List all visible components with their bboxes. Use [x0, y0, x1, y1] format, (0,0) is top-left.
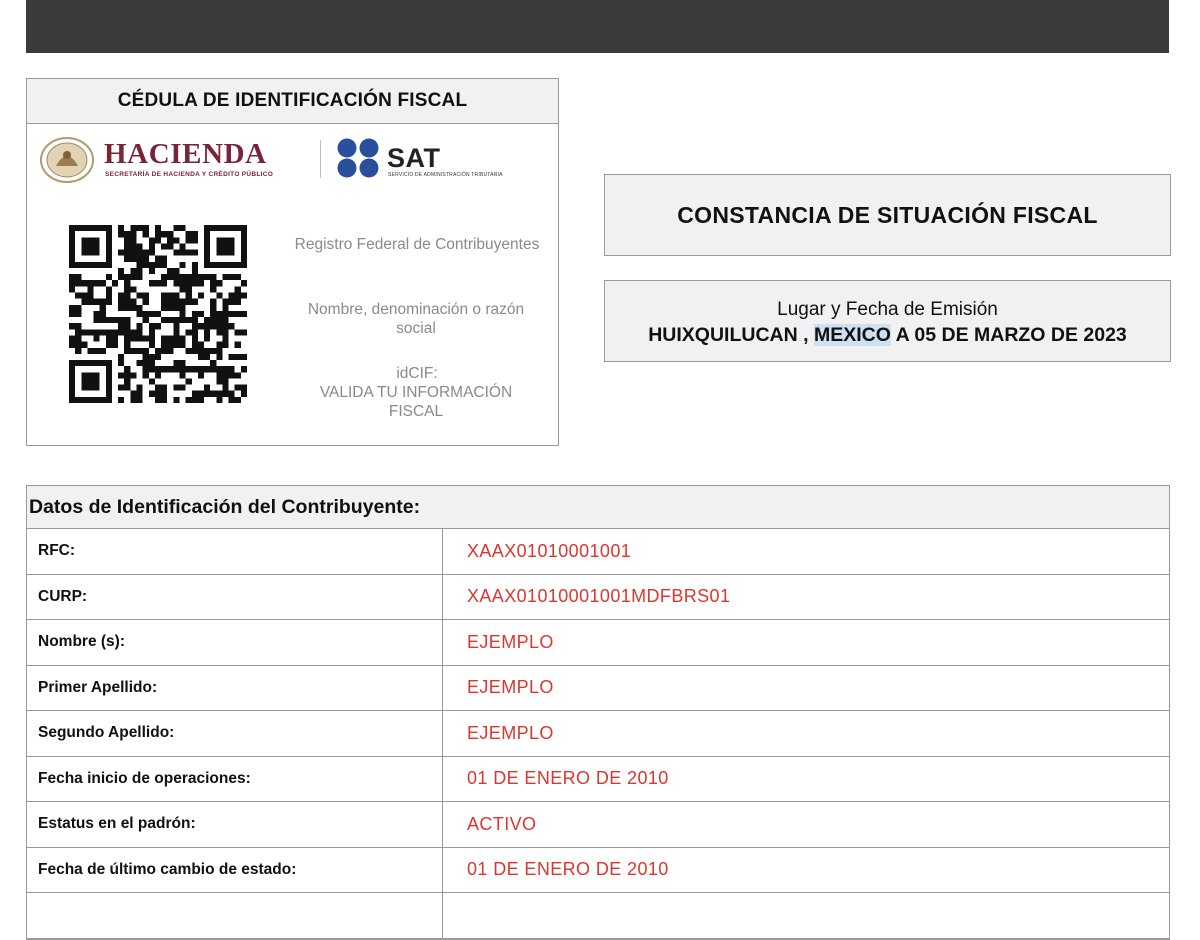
sat-logo-icon — [336, 138, 382, 178]
row-label: Fecha de último cambio de estado: — [27, 848, 443, 893]
emision-city: HUIXQUILUCAN — [648, 324, 798, 346]
emision-state[interactable]: MEXICO — [813, 324, 891, 346]
nombre-caption: Nombre, denominación o razón social — [307, 301, 525, 337]
row-value: XAAX01010001001MDFBRS01 — [467, 586, 731, 607]
row-label: Segundo Apellido: — [27, 711, 443, 756]
row-label: Fecha inicio de operaciones: — [27, 757, 443, 802]
mexico-seal-icon — [39, 136, 95, 184]
row-value: 01 DE ENERO DE 2010 — [467, 768, 669, 789]
table-row — [27, 529, 1169, 575]
emision-box — [604, 280, 1171, 362]
idcif-caption: idCIF: — [396, 365, 438, 382]
logos-row — [27, 124, 558, 196]
cedula-card — [26, 78, 559, 446]
emision-separator: , — [797, 324, 814, 346]
logo-divider — [320, 140, 321, 178]
rfc-caption: Registro Federal de Contribuyentes — [294, 236, 540, 253]
row-label: Nombre (s): — [27, 620, 443, 665]
cedula-title: CÉDULA DE IDENTIFICACIÓN FISCAL — [27, 79, 558, 124]
top-header-bar — [26, 0, 1169, 53]
row-value: 01 DE ENERO DE 2010 — [467, 859, 669, 880]
row-label: Primer Apellido: — [27, 666, 443, 711]
row-value: ACTIVO — [467, 813, 537, 834]
hacienda-subtitle: SECRETARÍA DE HACIENDA Y CRÉDITO PÚBLICO — [105, 171, 274, 178]
table-row — [27, 666, 1169, 712]
table-row — [27, 575, 1169, 621]
datos-title: Datos de Identificación del Contribuyente: — [27, 486, 1169, 529]
sat-logo: SAT — [387, 143, 441, 173]
row-label: Estatus en el padrón: — [27, 802, 443, 847]
table-row — [27, 848, 1169, 894]
row-value: EJEMPLO — [467, 631, 554, 652]
row-label: CURP: — [27, 575, 443, 620]
row-value: EJEMPLO — [467, 722, 554, 743]
row-value: EJEMPLO — [467, 677, 554, 698]
emision-date: A 05 DE MARZO DE 2023 — [890, 324, 1127, 346]
table-row — [27, 802, 1169, 848]
constancia-title: CONSTANCIA DE SITUACIÓN FISCAL — [604, 174, 1171, 256]
emision-value — [605, 324, 1170, 347]
datos-table — [26, 485, 1170, 940]
sat-subtitle: SERVICIO DE ADMINISTRACIÓN TRIBUTARIA — [388, 172, 503, 178]
hacienda-logo: HACIENDA — [104, 138, 267, 170]
emision-label: Lugar y Fecha de Emisión — [777, 299, 998, 320]
row-label: RFC: — [27, 529, 443, 574]
row-value: XAAX01010001001 — [467, 540, 632, 561]
valida-caption: VALIDA TU INFORMACIÓN FISCAL — [319, 384, 513, 420]
table-row — [27, 757, 1169, 803]
table-row — [27, 620, 1169, 666]
table-row — [27, 711, 1169, 757]
qr-code-icon[interactable] — [69, 225, 247, 403]
